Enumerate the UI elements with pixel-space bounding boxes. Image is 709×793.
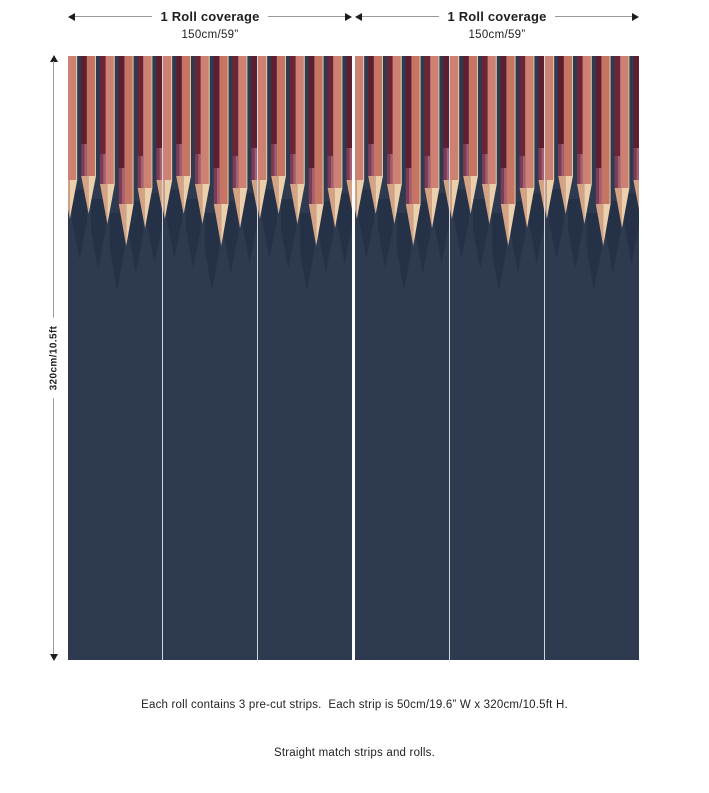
- wallpaper-strip: [258, 56, 352, 660]
- roll2-dimension-line: [355, 8, 639, 25]
- wallpaper: [68, 56, 639, 660]
- arrow-up-icon: [50, 55, 58, 62]
- roll1-coverage-label: 1 Roll coverage: [152, 9, 267, 24]
- caption-line-1: Each roll contains 3 pre-cut strips. Each strip is 50cm/19.6” W x 320cm/10.5ft H.: [0, 697, 709, 713]
- caption-line-2: Straight match strips and rolls.: [0, 745, 709, 761]
- arrow-right-icon: [632, 13, 639, 21]
- roll2-width-label: 150cm/59”: [355, 29, 639, 41]
- wallpaper-strip: [68, 56, 163, 660]
- wallpaper-strip: [450, 56, 545, 660]
- arrow-left-icon: [68, 13, 75, 21]
- dimension-line: [268, 16, 345, 17]
- wallpaper-strip: [545, 56, 639, 660]
- arrow-left-icon: [355, 13, 362, 21]
- dimension-line: [555, 16, 632, 17]
- wallpaper-strip: [163, 56, 258, 660]
- roll2-coverage-label: 1 Roll coverage: [439, 9, 554, 24]
- height-label: 320cm/10.5ft: [45, 318, 62, 399]
- roll1-dimension-line: [68, 8, 352, 25]
- dimension-line: [362, 16, 439, 17]
- roll2-dimension: [355, 8, 639, 52]
- arrow-right-icon: [345, 13, 352, 21]
- roll1-width-label: 150cm/59”: [68, 29, 352, 41]
- arrow-down-icon: [50, 654, 58, 661]
- roll1-dimension: [68, 8, 352, 52]
- wallpaper-strip: [355, 56, 450, 660]
- dimension-line: [75, 16, 152, 17]
- caption: [0, 665, 709, 793]
- height-dimension: [53, 56, 54, 660]
